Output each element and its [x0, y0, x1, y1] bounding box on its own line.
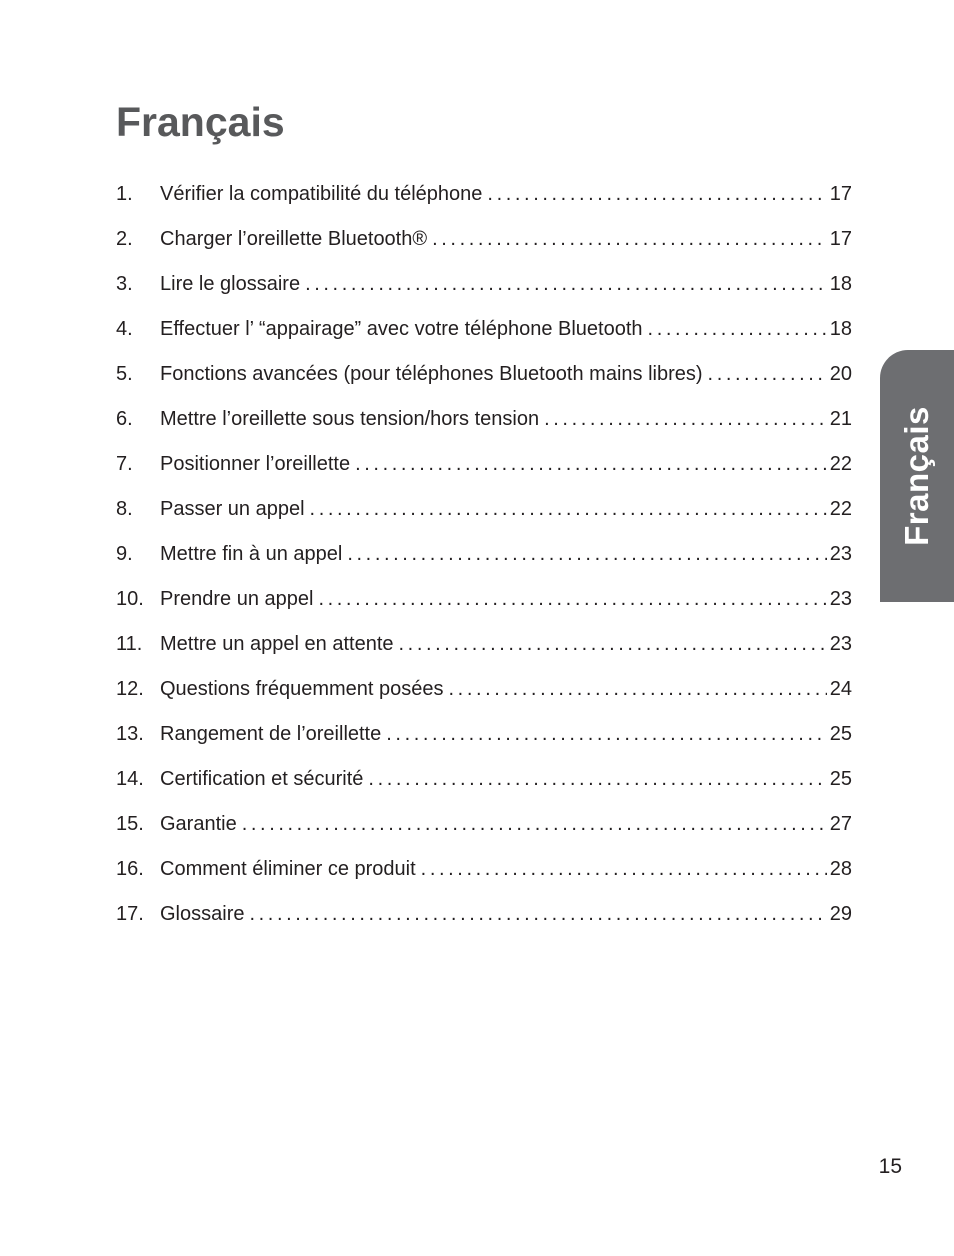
toc-entry-label: Questions fréquemment posées	[160, 678, 444, 700]
toc-entry-label: Garantie	[160, 813, 237, 835]
toc-entry[interactable]	[116, 262, 852, 307]
side-tab-label: Français	[898, 406, 935, 546]
toc-entry-page: 25	[829, 768, 852, 790]
toc-entry-page: 27	[829, 813, 852, 835]
toc-entry-label: Effectuer l’ “appairage” avec votre téléphone Bluetooth	[160, 318, 643, 340]
toc-entry-page: 22	[829, 453, 852, 475]
toc-entry-number: 7.	[116, 453, 133, 475]
toc-entry[interactable]	[116, 622, 852, 667]
toc-entry-label: Mettre fin à un appel	[160, 543, 343, 565]
toc-entry-page: 23	[829, 588, 852, 610]
toc-dot-leader	[249, 892, 826, 937]
toc-entry-page: 17	[829, 228, 852, 250]
toc-entry[interactable]	[116, 757, 852, 802]
toc-dot-leader	[347, 532, 826, 577]
toc-dot-leader	[648, 307, 827, 352]
toc-entry[interactable]	[116, 442, 852, 487]
toc-entry-label: Certification et sécurité	[160, 768, 364, 790]
toc-dot-leader	[421, 847, 827, 892]
toc-entry[interactable]	[116, 712, 852, 757]
toc-entry-number: 14.	[116, 768, 144, 790]
toc-entry-page: 22	[829, 498, 852, 520]
toc-dot-leader	[487, 172, 826, 217]
toc-entry-label: Passer un appel	[160, 498, 305, 520]
toc-entry-number: 16.	[116, 858, 144, 880]
toc-entry-label: Rangement de l’oreillette	[160, 723, 382, 745]
toc-entry[interactable]	[116, 172, 852, 217]
toc-entry-page: 25	[829, 723, 852, 745]
toc-entry-number: 10.	[116, 588, 144, 610]
toc-entry-label: Vérifier la compatibilité du téléphone	[160, 183, 483, 205]
toc-dot-leader	[242, 802, 827, 847]
page-number: 15	[878, 1155, 902, 1178]
toc-dot-leader	[399, 622, 827, 667]
toc-entry-number: 13.	[116, 723, 144, 745]
toc-dot-leader	[305, 262, 827, 307]
toc-entry-page: 23	[829, 633, 852, 655]
toc-entry[interactable]	[116, 487, 852, 532]
toc-entry-number: 2.	[116, 228, 133, 250]
toc-entry-page: 20	[829, 363, 852, 385]
toc-dot-leader	[318, 577, 826, 622]
toc-entry-page: 18	[829, 318, 852, 340]
toc-dot-leader	[449, 667, 827, 712]
toc-entry-number: 12.	[116, 678, 144, 700]
toc-entry[interactable]	[116, 577, 852, 622]
toc-entry-label: Mettre un appel en attente	[160, 633, 394, 655]
toc-dot-leader	[432, 217, 827, 262]
toc-entry-label: Lire le glossaire	[160, 273, 301, 295]
toc-entry-number: 3.	[116, 273, 133, 295]
toc-entry-number: 9.	[116, 543, 133, 565]
toc-entry-page: 24	[829, 678, 852, 700]
toc-entry-number: 11.	[116, 633, 143, 655]
toc-entry-page: 21	[829, 408, 852, 430]
toc-entry-label: Fonctions avancées (pour téléphones Bluetooth mains libres)	[160, 363, 703, 385]
toc-entry[interactable]	[116, 667, 852, 712]
page-title: Français	[116, 99, 285, 145]
toc-entry-page: 29	[829, 903, 852, 925]
toc-entry-label: Comment éliminer ce produit	[160, 858, 416, 880]
table-of-contents	[116, 172, 852, 937]
toc-entry-number: 5.	[116, 363, 133, 385]
toc-entry[interactable]	[116, 217, 852, 262]
toc-dot-leader	[368, 757, 826, 802]
toc-entry-label: Prendre un appel	[160, 588, 314, 610]
toc-entry[interactable]	[116, 397, 852, 442]
toc-entry-label: Mettre l’oreillette sous tension/hors tension	[160, 408, 540, 430]
language-side-tab	[880, 350, 954, 602]
toc-entry[interactable]	[116, 352, 852, 397]
toc-dot-leader	[708, 352, 827, 397]
toc-entry-number: 1.	[116, 183, 133, 205]
toc-entry[interactable]	[116, 847, 852, 892]
toc-entry-number: 8.	[116, 498, 133, 520]
toc-entry[interactable]	[116, 307, 852, 352]
toc-entry-page: 17	[829, 183, 852, 205]
toc-entry-page: 28	[829, 858, 852, 880]
toc-entry-label: Charger l’oreillette Bluetooth®	[160, 228, 428, 250]
toc-entry-page: 18	[829, 273, 852, 295]
toc-entry-number: 17.	[116, 903, 144, 925]
toc-entry[interactable]	[116, 532, 852, 577]
toc-dot-leader	[355, 442, 827, 487]
toc-dot-leader	[544, 397, 827, 442]
toc-dot-leader	[310, 487, 827, 532]
toc-entry-number: 4.	[116, 318, 133, 340]
toc-entry[interactable]	[116, 802, 852, 847]
toc-dot-leader	[386, 712, 827, 757]
toc-entry-label: Glossaire	[160, 903, 245, 925]
toc-entry-label: Positionner l’oreillette	[160, 453, 351, 475]
toc-entry-number: 15.	[116, 813, 144, 835]
toc-entry[interactable]	[116, 892, 852, 937]
toc-entry-number: 6.	[116, 408, 133, 430]
toc-entry-page: 23	[829, 543, 852, 565]
